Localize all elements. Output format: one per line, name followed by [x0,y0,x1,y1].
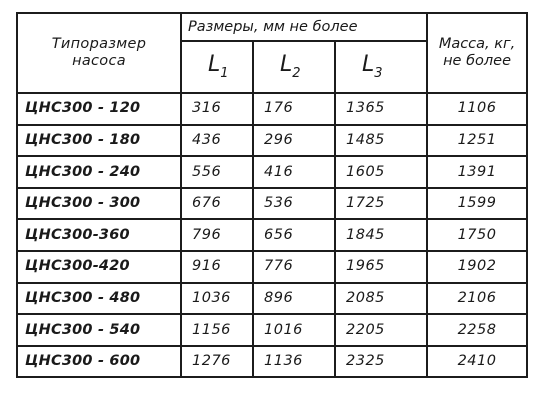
cell-l3: 2205 [335,314,427,346]
header-dimensions-group: Размеры, мм не более [181,13,427,41]
table-row [17,125,527,157]
cell-l1: 916 [181,251,253,283]
header-pump-size-line2: насоса [72,53,126,69]
cell-mass: 1599 [427,188,527,220]
cell-pump-size: ЦНС300-420 [17,251,181,283]
cell-l2: 296 [253,125,335,157]
table-row [17,251,527,283]
table-row [17,219,527,251]
cell-l3: 2085 [335,283,427,315]
cell-pump-size: ЦНС300 - 180 [17,125,181,157]
cell-l2: 656 [253,219,335,251]
cell-l3: 1965 [335,251,427,283]
table-row [17,283,527,315]
header-mass [427,13,527,93]
cell-l3: 1845 [335,219,427,251]
cell-pump-size: ЦНС300 - 600 [17,346,181,378]
header-l3-subscript: 3 [374,66,383,81]
table-row [17,156,527,188]
cell-l2: 1136 [253,346,335,378]
cell-l3: 1725 [335,188,427,220]
cell-pump-size: ЦНС300 - 540 [17,314,181,346]
table-row [17,93,527,125]
header-mass-line1: Масса, кг, [438,36,516,53]
cell-mass: 2258 [427,314,527,346]
cell-l1: 1036 [181,283,253,315]
header-l2-subscript: 2 [292,66,301,81]
cell-l2: 776 [253,251,335,283]
cell-l1: 796 [181,219,253,251]
cell-l1: 676 [181,188,253,220]
table-row [17,346,527,378]
cell-l1: 436 [181,125,253,157]
cell-l3: 2325 [335,346,427,378]
cell-l2: 176 [253,93,335,125]
cell-l1: 556 [181,156,253,188]
cell-pump-size: ЦНС300 - 480 [17,283,181,315]
cell-pump-size: ЦНС300-360 [17,219,181,251]
header-l2-symbol: $L_2$ [280,52,301,81]
header-mass-line2: не более [443,53,511,69]
header-l1-subscript: 1 [220,66,229,81]
table-row [17,188,527,220]
cell-l2: 1016 [253,314,335,346]
cell-pump-size: ЦНС300 - 240 [17,156,181,188]
cell-pump-size: ЦНС300 - 300 [17,188,181,220]
cell-mass: 2410 [427,346,527,378]
table-row [17,314,527,346]
cell-l3: 1605 [335,156,427,188]
cell-l1: 1156 [181,314,253,346]
header-pump-size [17,13,181,93]
cell-pump-size: ЦНС300 - 120 [17,93,181,125]
cell-l2: 536 [253,188,335,220]
cell-mass: 2106 [427,283,527,315]
cell-mass: 1391 [427,156,527,188]
header-l1-symbol: $L_1$ [208,52,229,81]
cell-l3: 1485 [335,125,427,157]
header-l3 [335,41,427,93]
cell-l2: 896 [253,283,335,315]
header-pump-size-line1: Типоразмер [51,36,147,53]
cell-l3: 1365 [335,93,427,125]
cell-l1: 316 [181,93,253,125]
cell-l2: 416 [253,156,335,188]
cell-mass: 1902 [427,251,527,283]
pump-dimensions-table [16,12,528,378]
cell-mass: 1106 [427,93,527,125]
cell-mass: 1251 [427,125,527,157]
cell-l1: 1276 [181,346,253,378]
cell-mass: 1750 [427,219,527,251]
header-l2 [253,41,335,93]
header-l3-symbol: $L_3$ [362,52,383,81]
header-row-top [17,13,527,41]
header-l1 [181,41,253,93]
